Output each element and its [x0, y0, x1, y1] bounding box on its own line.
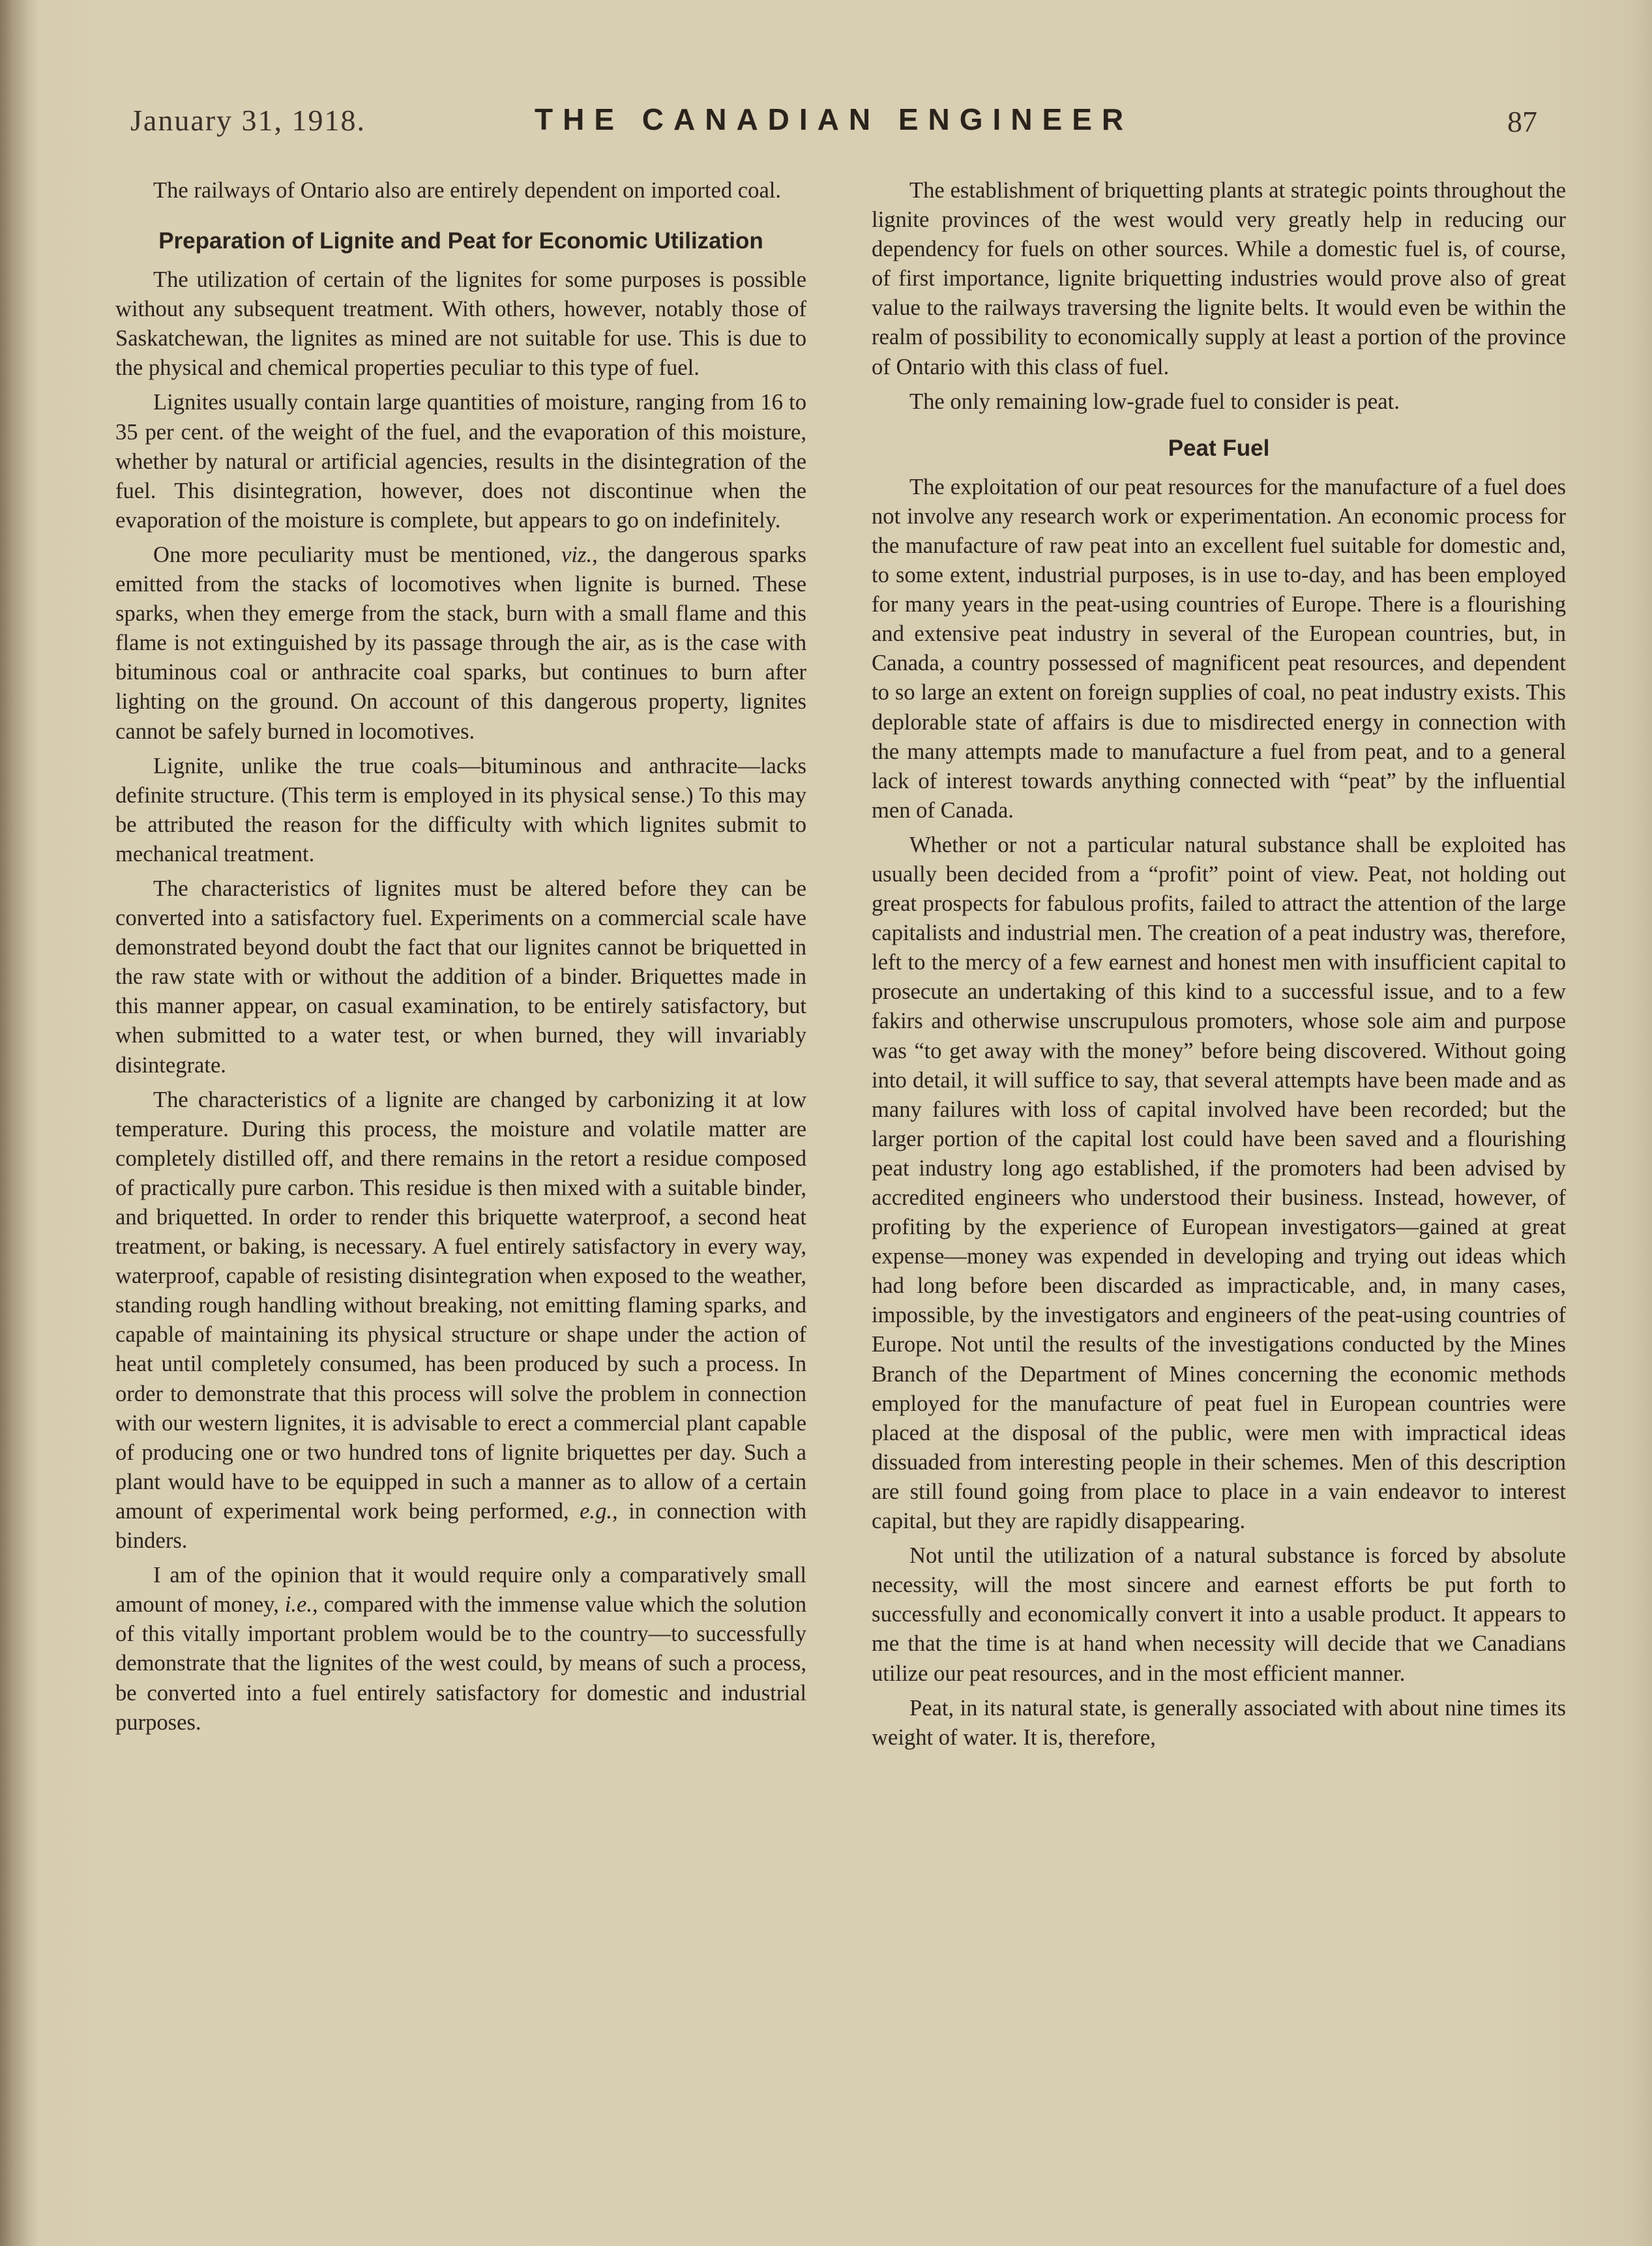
- paragraph: [115, 1561, 806, 1737]
- page-gutter-shadow: [0, 0, 39, 2246]
- journal-title: THE CANADIAN ENGINEER: [535, 102, 1134, 136]
- left-column: [115, 176, 806, 1743]
- right-column: [872, 176, 1566, 1758]
- paragraph: The establishment of briquetting plants at strategic points throughout the lignite provinces of the west would very greatly help in reducing our dependency for fuels on other sources. While a domestic fuel is, of course, of first importance, lignite briquetting industries would prove also of great value to the railways traversing the lignite belts. It would even be within the realm of possibility to economically supply at least a portion of the province of Ontario with this class of fuel.: [872, 178, 1566, 379]
- text-run: , in connection with binders.: [115, 1498, 806, 1554]
- paragraph: Peat, in its natural state, is generally associated with about nine times its weight of water. It is, therefore,: [872, 1695, 1566, 1750]
- text-run: I am of the opinion that it would require only a comparatively small amount of money,: [115, 1563, 806, 1618]
- paragraph: Lignite, unlike the true coals—bituminous and anthracite—lacks definite structure. (This term is employed in its physical sense.) To this may be attributed the reason for the difficulty with which lignites submit to mechanical treatment.: [115, 753, 806, 866]
- paragraph: The exploitation of our peat resources for the manufacture of a fuel does not involve any research work or experimentation. An economic process for the manufacture of raw peat into an excellent fuel suitable for domestic and, to some extent, industrial purposes, is in use to-day, and has been employed for many years in the peat-using countries of Europe. There is a flourishing and extensive peat industry in several of the European countries, but, in Canada, a country possessed of magnificent peat resources, and dependent to so large an extent on foreign supplies of coal, no peat industry exists. This deplorable state of affairs is due to misdirected energy in connection with the many attempts made to manufacture a fuel from peat, and to a general lack of interest towards anything connected with “peat” by the influential men of Canada.: [872, 474, 1566, 823]
- paragraph: Lignites usually contain large quantities of moisture, ranging from 16 to 35 per cent. of the weight of the fuel, and the evaporation of this moisture, whether by natural or artificial agencies, results in the disintegration of the fuel. This disintegration, however, does not discontinue when the evaporation of the moisture is complete, but appears to go on indefinitely.: [115, 390, 806, 533]
- italic-text: e.g.: [580, 1498, 613, 1524]
- paragraph: Not until the utilization of a natural substance is forced by absolute necessity, will the most sincere and earnest efforts be put forth to successfully and economically convert it into a usable product. It appears to me that the time is at hand when necessity will decide that we Canadians utilize our peat resources, and in the most efficient manner.: [872, 1543, 1566, 1686]
- paragraph: Whether or not a particular natural substance shall be exploited has usually been decided from a “profit” point of view. Peat, not holding out great prospects for fabulous profits, failed to attract the attention of the large capitalists and industrial men. The creation of a peat industry was, therefore, left to the mercy of a few earnest and honest men with insufficient capital to prosecute an undertaking of this kind to a successful issue, and to a few fakirs and otherwise unscrupulous promoters, whose sole aim and purpose was “to get away with the money” before being discovered. Without going into detail, it will suffice to say, that several attempts have been made and as many failures with loss of capital involved have been recorded; but the larger portion of the capital lost could have been saved and a flourishing peat industry long ago established, if the promoters had been advised by accredited engineers who understood their business. Instead, however, of profiting by the experience of European investigators—gained at great expense—money was expended in developing and trying out ideas which had long before been discarded as impracticable, and, in many cases, impossible, by the investigators and engineers of the peat-using countries of Europe. Not until the results of the investigations conducted by the Mines Branch of the Department of Mines concerning the economic methods employed for the manufacture of peat fuel in European countries were placed at the disposal of the public, were men with impractical ideas dissuaded from interesting people in their schemes. Men of this description are still found going from place to place in a vain endeavor to interest capital, but they are rapidly disappearing.: [872, 832, 1566, 1534]
- header-date: January 31, 1918.: [130, 104, 366, 137]
- text-run: The characteristics of a lignite are changed by carbonizing it at low temperature. During this process, the moisture and volatile matter are completely distilled off, and there remains in the retort a residue composed of practically pure carbon. This residue is then mixed with a suitable binder, and briquetted. In order to render this briquette waterproof, a second heat treatment, or baking, is necessary. A fuel entirely satisfactory in every way, waterproof, capable of resisting disintegration when exposed to the weather, standing rough handling without breaking, not emitting flaming sparks, and capable of maintaining its physical structure or shape under the action of heat until completely consumed, has been produced by such a process. In order to demonstrate that this process will solve the problem in connection with our western lignites, it is advisable to erect a commercial plant capable of producing one or two hundred tons of lignite briquettes per day. Such a plant would have to be equipped in such a manner as to allow of a certain amount of experimental work being performed,: [115, 1087, 806, 1524]
- paragraph: [115, 1086, 806, 1556]
- paragraph: The only remaining low-grade fuel to consider is peat.: [909, 389, 1400, 414]
- page-number: 87: [1507, 105, 1537, 138]
- section-heading: Preparation of Lignite and Peat for Economic Utilization: [158, 228, 763, 254]
- text-run: , the dangerous sparks emitted from the stacks of locomotives when lignite is burned. These sparks, when they emerge from the stack, burn with a small flame and this flame is not extinguished by its passage through the air, as is the case with bituminous coal or anthracite coal sparks, but continues to burn after lighting on the ground. On account of this dangerous property, lignites cannot be safely burned in locomotives.: [115, 542, 806, 744]
- paragraph: The characteristics of lignites must be altered before they can be converted into a satisfactory fuel. Experiments on a commercial scale have demonstrated beyond doubt the fact that our lignites cannot be briquetted in the raw state with or without the addition of a binder. Briquettes made in this manner appear, on casual examination, to be entirely satisfactory, but when submitted to a water test, or when burned, they will invariably disintegrate.: [115, 876, 806, 1078]
- text-run: , compared with the immense value which the solution of this vitally important problem would be to the country—to successfully demonstrate that the lignites of the west could, by means of such a process, be converted into a fuel entirely satisfactory for domestic and industrial purposes.: [115, 1592, 806, 1735]
- running-header: [0, 98, 1652, 150]
- italic-text: i.e.: [284, 1592, 313, 1618]
- italic-text: viz.: [561, 542, 593, 567]
- paragraph: The utilization of certain of the lignites for some purposes is possible without any subsequent treatment. With others, however, notably those of Saskatchewan, the lignites as mined are not suitable for use. This is due to the physical and chemical properties peculiar to this type of fuel.: [115, 267, 806, 381]
- section-heading: Peat Fuel: [1168, 435, 1270, 461]
- text-run: One more peculiarity must be mentioned,: [153, 542, 562, 567]
- paragraph: The railways of Ontario also are entirely dependent on imported coal.: [153, 178, 782, 203]
- paragraph: [115, 540, 806, 746]
